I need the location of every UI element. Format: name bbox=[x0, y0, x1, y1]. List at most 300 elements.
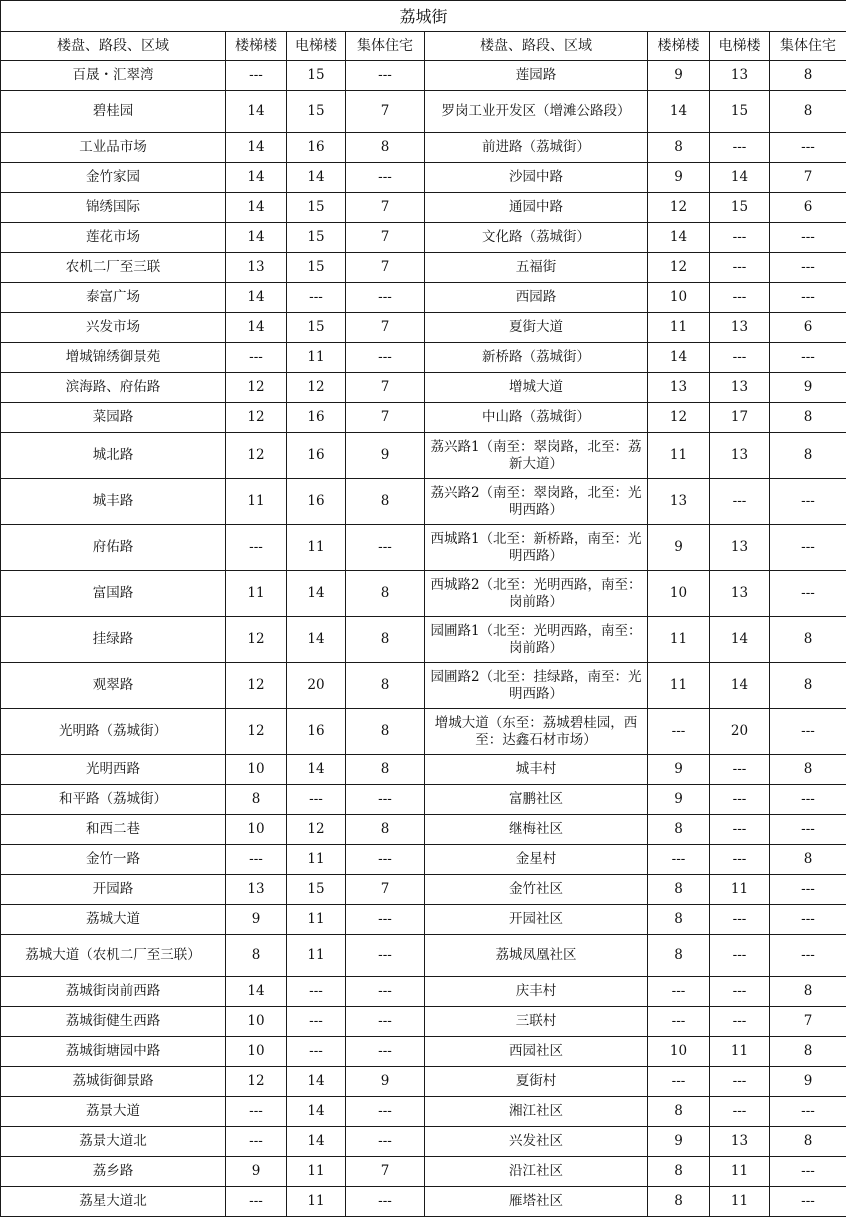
right-collective-cell: 7 bbox=[770, 1007, 846, 1037]
table-row bbox=[1, 193, 846, 223]
table-row bbox=[1, 433, 846, 479]
right-collective-cell: 9 bbox=[770, 373, 846, 403]
left-stairs-cell: --- bbox=[226, 343, 287, 373]
left-elevator-cell: --- bbox=[287, 283, 346, 313]
left-collective-cell: --- bbox=[346, 1007, 425, 1037]
right-area-cell: 园圃路1（北至：光明西路，南至：岗前路） bbox=[425, 617, 648, 663]
right-area-cell: 通园中路 bbox=[425, 193, 648, 223]
left-collective-cell: 7 bbox=[346, 253, 425, 283]
left-area-cell: 莲花市场 bbox=[1, 223, 226, 253]
left-collective-cell: --- bbox=[346, 905, 425, 935]
right-collective-cell: 9 bbox=[770, 1067, 846, 1097]
left-stairs-cell: 10 bbox=[226, 1007, 287, 1037]
left-elevator-cell: --- bbox=[287, 977, 346, 1007]
left-stairs-cell: 11 bbox=[226, 479, 287, 525]
left-area-cell: 观翠路 bbox=[1, 663, 226, 709]
right-collective-cell: 6 bbox=[770, 313, 846, 343]
right-area-cell: 荔城凤凰社区 bbox=[425, 935, 648, 977]
left-stairs-cell: 10 bbox=[226, 755, 287, 785]
col-header-stairs-right: 楼梯楼 bbox=[648, 32, 710, 61]
left-collective-cell: 8 bbox=[346, 133, 425, 163]
right-stairs-cell: 12 bbox=[648, 403, 710, 433]
right-elevator-cell: --- bbox=[710, 479, 770, 525]
right-elevator-cell: --- bbox=[710, 785, 770, 815]
right-collective-cell: 8 bbox=[770, 91, 846, 133]
table-row bbox=[1, 1187, 846, 1217]
left-area-cell: 和平路（荔城街） bbox=[1, 785, 226, 815]
left-collective-cell: 7 bbox=[346, 193, 425, 223]
left-stairs-cell: 14 bbox=[226, 133, 287, 163]
left-area-cell: 光明路（荔城街） bbox=[1, 709, 226, 755]
table-row bbox=[1, 479, 846, 525]
right-collective-cell: 8 bbox=[770, 1037, 846, 1067]
col-header-area-left: 楼盘、路段、区域 bbox=[1, 32, 226, 61]
right-elevator-cell: --- bbox=[710, 1097, 770, 1127]
left-elevator-cell: 11 bbox=[287, 525, 346, 571]
right-area-cell: 中山路（荔城街） bbox=[425, 403, 648, 433]
right-elevator-cell: 14 bbox=[710, 617, 770, 663]
right-elevator-cell: --- bbox=[710, 935, 770, 977]
right-collective-cell: --- bbox=[770, 785, 846, 815]
right-area-cell: 金星村 bbox=[425, 845, 648, 875]
right-area-cell: 新桥路（荔城街） bbox=[425, 343, 648, 373]
left-elevator-cell: 15 bbox=[287, 875, 346, 905]
col-header-elevator-right: 电梯楼 bbox=[710, 32, 770, 61]
table-row bbox=[1, 403, 846, 433]
left-area-cell: 城丰路 bbox=[1, 479, 226, 525]
left-stairs-cell: --- bbox=[226, 61, 287, 91]
right-elevator-cell: 11 bbox=[710, 1157, 770, 1187]
table-row bbox=[1, 163, 846, 193]
left-elevator-cell: 16 bbox=[287, 479, 346, 525]
left-stairs-cell: --- bbox=[226, 1097, 287, 1127]
table-row bbox=[1, 875, 846, 905]
left-elevator-cell: 11 bbox=[287, 1157, 346, 1187]
left-collective-cell: 8 bbox=[346, 571, 425, 617]
table-row bbox=[1, 755, 846, 785]
right-stairs-cell: 14 bbox=[648, 91, 710, 133]
left-collective-cell: 9 bbox=[346, 1067, 425, 1097]
right-elevator-cell: 15 bbox=[710, 193, 770, 223]
table-row bbox=[1, 1127, 846, 1157]
right-stairs-cell: 10 bbox=[648, 571, 710, 617]
right-elevator-cell: 13 bbox=[710, 571, 770, 617]
right-elevator-cell: 11 bbox=[710, 875, 770, 905]
left-stairs-cell: 9 bbox=[226, 905, 287, 935]
right-collective-cell: 7 bbox=[770, 163, 846, 193]
right-elevator-cell: --- bbox=[710, 343, 770, 373]
right-area-cell: 金竹社区 bbox=[425, 875, 648, 905]
table-row bbox=[1, 1097, 846, 1127]
left-stairs-cell: 10 bbox=[226, 1037, 287, 1067]
right-area-cell: 继梅社区 bbox=[425, 815, 648, 845]
table-row bbox=[1, 815, 846, 845]
col-header-area-right: 楼盘、路段、区域 bbox=[425, 32, 648, 61]
right-area-cell: 西城路2（北至：光明西路，南至：岗前路） bbox=[425, 571, 648, 617]
table-row bbox=[1, 1037, 846, 1067]
left-stairs-cell: 10 bbox=[226, 815, 287, 845]
left-collective-cell: --- bbox=[346, 163, 425, 193]
left-collective-cell: --- bbox=[346, 61, 425, 91]
right-collective-cell: --- bbox=[770, 223, 846, 253]
left-area-cell: 挂绿路 bbox=[1, 617, 226, 663]
left-area-cell: 百晟・汇翠湾 bbox=[1, 61, 226, 91]
table-row bbox=[1, 617, 846, 663]
right-elevator-cell: 11 bbox=[710, 1037, 770, 1067]
right-collective-cell: 8 bbox=[770, 755, 846, 785]
right-elevator-cell: --- bbox=[710, 977, 770, 1007]
right-elevator-cell: 11 bbox=[710, 1187, 770, 1217]
left-stairs-cell: 14 bbox=[226, 193, 287, 223]
right-stairs-cell: 9 bbox=[648, 1127, 710, 1157]
right-collective-cell: --- bbox=[770, 525, 846, 571]
right-elevator-cell: --- bbox=[710, 223, 770, 253]
table-row bbox=[1, 313, 846, 343]
right-area-cell: 前进路（荔城街） bbox=[425, 133, 648, 163]
left-elevator-cell: 16 bbox=[287, 403, 346, 433]
left-stairs-cell: --- bbox=[226, 1187, 287, 1217]
table-row bbox=[1, 283, 846, 313]
left-collective-cell: --- bbox=[346, 845, 425, 875]
left-elevator-cell: 12 bbox=[287, 373, 346, 403]
left-stairs-cell: 14 bbox=[226, 283, 287, 313]
right-area-cell: 增城大道（东至：荔城碧桂园，西至：达鑫石材市场） bbox=[425, 709, 648, 755]
right-collective-cell: --- bbox=[770, 1157, 846, 1187]
right-stairs-cell: 8 bbox=[648, 133, 710, 163]
left-stairs-cell: 12 bbox=[226, 663, 287, 709]
left-collective-cell: 7 bbox=[346, 373, 425, 403]
right-collective-cell: --- bbox=[770, 875, 846, 905]
right-stairs-cell: 13 bbox=[648, 479, 710, 525]
right-area-cell: 城丰村 bbox=[425, 755, 648, 785]
left-stairs-cell: --- bbox=[226, 845, 287, 875]
left-elevator-cell: --- bbox=[287, 1037, 346, 1067]
left-area-cell: 光明西路 bbox=[1, 755, 226, 785]
left-collective-cell: 7 bbox=[346, 1157, 425, 1187]
right-area-cell: 增城大道 bbox=[425, 373, 648, 403]
col-header-collective-left: 集体住宅 bbox=[346, 32, 425, 61]
left-area-cell: 城北路 bbox=[1, 433, 226, 479]
left-stairs-cell: 9 bbox=[226, 1157, 287, 1187]
left-stairs-cell: 14 bbox=[226, 313, 287, 343]
left-elevator-cell: --- bbox=[287, 785, 346, 815]
left-stairs-cell: 12 bbox=[226, 709, 287, 755]
left-collective-cell: --- bbox=[346, 1037, 425, 1067]
left-elevator-cell: 11 bbox=[287, 1187, 346, 1217]
col-header-stairs-left: 楼梯楼 bbox=[226, 32, 287, 61]
right-stairs-cell: 11 bbox=[648, 313, 710, 343]
left-stairs-cell: 12 bbox=[226, 617, 287, 663]
table-row bbox=[1, 1157, 846, 1187]
table-row bbox=[1, 785, 846, 815]
right-collective-cell: --- bbox=[770, 1097, 846, 1127]
right-area-cell: 五福街 bbox=[425, 253, 648, 283]
table-row bbox=[1, 343, 846, 373]
right-area-cell: 湘江社区 bbox=[425, 1097, 648, 1127]
right-stairs-cell: 9 bbox=[648, 163, 710, 193]
right-collective-cell: --- bbox=[770, 571, 846, 617]
left-elevator-cell: 11 bbox=[287, 845, 346, 875]
left-collective-cell: 8 bbox=[346, 479, 425, 525]
right-area-cell: 开园社区 bbox=[425, 905, 648, 935]
right-collective-cell: --- bbox=[770, 815, 846, 845]
left-elevator-cell: 14 bbox=[287, 1067, 346, 1097]
right-collective-cell: --- bbox=[770, 905, 846, 935]
left-stairs-cell: 13 bbox=[226, 253, 287, 283]
right-stairs-cell: 8 bbox=[648, 905, 710, 935]
right-collective-cell: --- bbox=[770, 935, 846, 977]
left-area-cell: 兴发市场 bbox=[1, 313, 226, 343]
right-area-cell: 夏街大道 bbox=[425, 313, 648, 343]
header-row bbox=[1, 32, 846, 61]
right-elevator-cell: 14 bbox=[710, 663, 770, 709]
left-elevator-cell: 11 bbox=[287, 935, 346, 977]
left-area-cell: 富国路 bbox=[1, 571, 226, 617]
right-elevator-cell: 15 bbox=[710, 91, 770, 133]
left-collective-cell: --- bbox=[346, 977, 425, 1007]
right-elevator-cell: --- bbox=[710, 253, 770, 283]
right-stairs-cell: 8 bbox=[648, 815, 710, 845]
left-stairs-cell: --- bbox=[226, 525, 287, 571]
table-row bbox=[1, 571, 846, 617]
left-elevator-cell: 15 bbox=[287, 61, 346, 91]
left-stairs-cell: 12 bbox=[226, 373, 287, 403]
table-row bbox=[1, 663, 846, 709]
left-area-cell: 和西二巷 bbox=[1, 815, 226, 845]
left-area-cell: 金竹家园 bbox=[1, 163, 226, 193]
left-area-cell: 荔星大道北 bbox=[1, 1187, 226, 1217]
left-stairs-cell: 8 bbox=[226, 935, 287, 977]
left-elevator-cell: 16 bbox=[287, 433, 346, 479]
right-collective-cell: --- bbox=[770, 479, 846, 525]
right-stairs-cell: --- bbox=[648, 977, 710, 1007]
right-elevator-cell: 13 bbox=[710, 433, 770, 479]
right-collective-cell: 8 bbox=[770, 663, 846, 709]
right-stairs-cell: 9 bbox=[648, 525, 710, 571]
right-collective-cell: --- bbox=[770, 283, 846, 313]
table-row bbox=[1, 709, 846, 755]
right-stairs-cell: 12 bbox=[648, 193, 710, 223]
left-stairs-cell: --- bbox=[226, 1127, 287, 1157]
left-collective-cell: --- bbox=[346, 1187, 425, 1217]
right-stairs-cell: --- bbox=[648, 1067, 710, 1097]
right-collective-cell: 8 bbox=[770, 61, 846, 91]
left-elevator-cell: 15 bbox=[287, 91, 346, 133]
col-header-collective-right: 集体住宅 bbox=[770, 32, 846, 61]
right-collective-cell: 8 bbox=[770, 1127, 846, 1157]
right-elevator-cell: 14 bbox=[710, 163, 770, 193]
left-collective-cell: 7 bbox=[346, 403, 425, 433]
left-elevator-cell: 14 bbox=[287, 163, 346, 193]
left-collective-cell: --- bbox=[346, 1097, 425, 1127]
left-stairs-cell: 12 bbox=[226, 1067, 287, 1097]
right-elevator-cell: --- bbox=[710, 1007, 770, 1037]
left-elevator-cell: 16 bbox=[287, 709, 346, 755]
left-area-cell: 荔城街塘园中路 bbox=[1, 1037, 226, 1067]
left-collective-cell: --- bbox=[346, 785, 425, 815]
right-stairs-cell: 10 bbox=[648, 283, 710, 313]
left-area-cell: 荔城大道（农机二厂至三联） bbox=[1, 935, 226, 977]
left-elevator-cell: 14 bbox=[287, 617, 346, 663]
left-area-cell: 泰富广场 bbox=[1, 283, 226, 313]
left-area-cell: 滨海路、府佑路 bbox=[1, 373, 226, 403]
right-stairs-cell: 9 bbox=[648, 61, 710, 91]
right-stairs-cell: --- bbox=[648, 1007, 710, 1037]
right-collective-cell: --- bbox=[770, 133, 846, 163]
left-elevator-cell: 12 bbox=[287, 815, 346, 845]
right-elevator-cell: 13 bbox=[710, 61, 770, 91]
table-row bbox=[1, 525, 846, 571]
left-stairs-cell: 12 bbox=[226, 433, 287, 479]
left-collective-cell: --- bbox=[346, 1127, 425, 1157]
left-stairs-cell: 8 bbox=[226, 785, 287, 815]
left-area-cell: 府佑路 bbox=[1, 525, 226, 571]
left-collective-cell: --- bbox=[346, 343, 425, 373]
right-stairs-cell: 8 bbox=[648, 875, 710, 905]
right-elevator-cell: --- bbox=[710, 283, 770, 313]
right-elevator-cell: 17 bbox=[710, 403, 770, 433]
right-elevator-cell: --- bbox=[710, 845, 770, 875]
left-area-cell: 荔乡路 bbox=[1, 1157, 226, 1187]
right-collective-cell: --- bbox=[770, 343, 846, 373]
right-stairs-cell: 9 bbox=[648, 785, 710, 815]
left-elevator-cell: 15 bbox=[287, 193, 346, 223]
table-row bbox=[1, 91, 846, 133]
right-collective-cell: --- bbox=[770, 1187, 846, 1217]
left-stairs-cell: 13 bbox=[226, 875, 287, 905]
left-collective-cell: 7 bbox=[346, 223, 425, 253]
right-area-cell: 雁塔社区 bbox=[425, 1187, 648, 1217]
right-stairs-cell: 8 bbox=[648, 1187, 710, 1217]
right-elevator-cell: 13 bbox=[710, 373, 770, 403]
left-elevator-cell: 15 bbox=[287, 313, 346, 343]
right-stairs-cell: 11 bbox=[648, 433, 710, 479]
left-stairs-cell: 14 bbox=[226, 163, 287, 193]
right-collective-cell: 8 bbox=[770, 845, 846, 875]
left-collective-cell: 7 bbox=[346, 91, 425, 133]
left-area-cell: 荔城大道 bbox=[1, 905, 226, 935]
right-collective-cell: --- bbox=[770, 709, 846, 755]
table-row bbox=[1, 935, 846, 977]
left-collective-cell: 8 bbox=[346, 663, 425, 709]
left-elevator-cell: 20 bbox=[287, 663, 346, 709]
right-area-cell: 西园社区 bbox=[425, 1037, 648, 1067]
right-collective-cell: 6 bbox=[770, 193, 846, 223]
left-stairs-cell: 14 bbox=[226, 223, 287, 253]
left-area-cell: 农机二厂至三联 bbox=[1, 253, 226, 283]
left-collective-cell: --- bbox=[346, 283, 425, 313]
left-elevator-cell: 16 bbox=[287, 133, 346, 163]
left-stairs-cell: 11 bbox=[226, 571, 287, 617]
left-collective-cell: --- bbox=[346, 935, 425, 977]
right-area-cell: 三联村 bbox=[425, 1007, 648, 1037]
left-collective-cell: 7 bbox=[346, 313, 425, 343]
left-collective-cell: 8 bbox=[346, 709, 425, 755]
table-row bbox=[1, 373, 846, 403]
right-elevator-cell: --- bbox=[710, 905, 770, 935]
left-collective-cell: 7 bbox=[346, 875, 425, 905]
right-area-cell: 沿江社区 bbox=[425, 1157, 648, 1187]
right-area-cell: 夏街村 bbox=[425, 1067, 648, 1097]
left-area-cell: 荔城街御景路 bbox=[1, 1067, 226, 1097]
right-stairs-cell: 10 bbox=[648, 1037, 710, 1067]
table-row bbox=[1, 61, 846, 91]
right-area-cell: 庆丰村 bbox=[425, 977, 648, 1007]
left-area-cell: 工业品市场 bbox=[1, 133, 226, 163]
left-stairs-cell: 12 bbox=[226, 403, 287, 433]
left-collective-cell: 8 bbox=[346, 617, 425, 663]
right-area-cell: 荔兴路1（南至：翠岗路，北至：荔新大道） bbox=[425, 433, 648, 479]
right-stairs-cell: 8 bbox=[648, 1097, 710, 1127]
right-area-cell: 荔兴路2（南至：翠岗路，北至：光明西路） bbox=[425, 479, 648, 525]
table-row bbox=[1, 1007, 846, 1037]
right-stairs-cell: 12 bbox=[648, 253, 710, 283]
left-area-cell: 增城锦绣御景苑 bbox=[1, 343, 226, 373]
table-title: 荔城街 bbox=[1, 1, 846, 32]
right-stairs-cell: 9 bbox=[648, 755, 710, 785]
left-area-cell: 荔景大道 bbox=[1, 1097, 226, 1127]
right-stairs-cell: 14 bbox=[648, 343, 710, 373]
right-area-cell: 莲园路 bbox=[425, 61, 648, 91]
table-row bbox=[1, 223, 846, 253]
left-stairs-cell: 14 bbox=[226, 91, 287, 133]
right-area-cell: 西城路1（北至：新桥路，南至：光明西路） bbox=[425, 525, 648, 571]
right-stairs-cell: 13 bbox=[648, 373, 710, 403]
right-elevator-cell: --- bbox=[710, 1067, 770, 1097]
right-area-cell: 园圃路2（北至：挂绿路，南至：光明西路） bbox=[425, 663, 648, 709]
left-area-cell: 荔城街岗前西路 bbox=[1, 977, 226, 1007]
right-elevator-cell: --- bbox=[710, 755, 770, 785]
left-elevator-cell: --- bbox=[287, 1007, 346, 1037]
right-elevator-cell: 13 bbox=[710, 313, 770, 343]
table-row bbox=[1, 253, 846, 283]
left-elevator-cell: 11 bbox=[287, 905, 346, 935]
right-stairs-cell: 8 bbox=[648, 935, 710, 977]
table-row bbox=[1, 845, 846, 875]
right-area-cell: 富鹏社区 bbox=[425, 785, 648, 815]
table-row bbox=[1, 905, 846, 935]
left-area-cell: 荔景大道北 bbox=[1, 1127, 226, 1157]
left-elevator-cell: 14 bbox=[287, 755, 346, 785]
right-stairs-cell: --- bbox=[648, 709, 710, 755]
col-header-elevator-left: 电梯楼 bbox=[287, 32, 346, 61]
left-area-cell: 金竹一路 bbox=[1, 845, 226, 875]
right-area-cell: 兴发社区 bbox=[425, 1127, 648, 1157]
right-elevator-cell: --- bbox=[710, 133, 770, 163]
left-elevator-cell: 15 bbox=[287, 253, 346, 283]
left-collective-cell: --- bbox=[346, 525, 425, 571]
right-elevator-cell: 13 bbox=[710, 525, 770, 571]
left-elevator-cell: 14 bbox=[287, 571, 346, 617]
left-area-cell: 锦绣国际 bbox=[1, 193, 226, 223]
right-area-cell: 沙园中路 bbox=[425, 163, 648, 193]
table-body bbox=[1, 61, 846, 1217]
left-collective-cell: 8 bbox=[346, 755, 425, 785]
right-stairs-cell: 8 bbox=[648, 1157, 710, 1187]
left-collective-cell: 8 bbox=[346, 815, 425, 845]
right-elevator-cell: 20 bbox=[710, 709, 770, 755]
right-stairs-cell: 11 bbox=[648, 617, 710, 663]
right-collective-cell: 8 bbox=[770, 433, 846, 479]
table-row bbox=[1, 133, 846, 163]
right-elevator-cell: --- bbox=[710, 815, 770, 845]
right-collective-cell: --- bbox=[770, 253, 846, 283]
left-area-cell: 碧桂园 bbox=[1, 91, 226, 133]
table-row bbox=[1, 1067, 846, 1097]
left-stairs-cell: 14 bbox=[226, 977, 287, 1007]
right-collective-cell: 8 bbox=[770, 617, 846, 663]
right-stairs-cell: 11 bbox=[648, 663, 710, 709]
